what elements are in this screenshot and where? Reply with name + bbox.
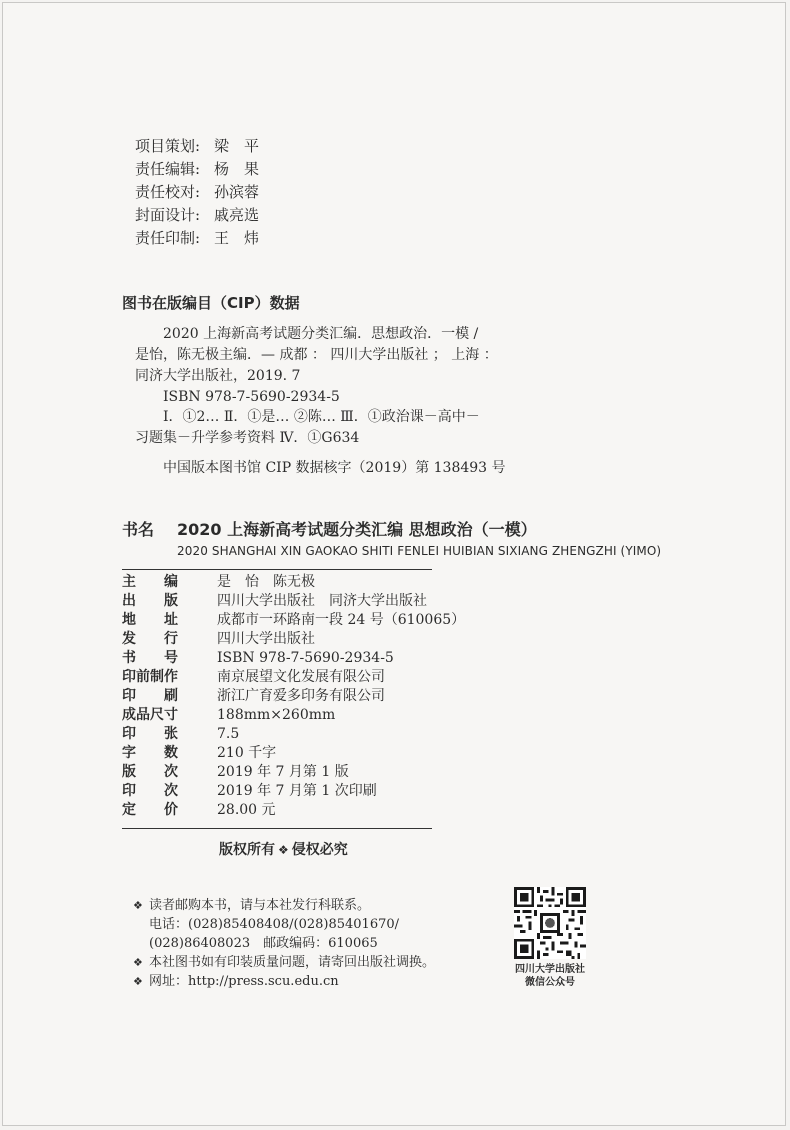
info-row: 出 版 四川大学出版社 同济大学出版社 [122, 593, 427, 609]
info-row: 书 号 ISBN 978-7-5690-2934-5 [122, 650, 394, 666]
cip-verification [135, 458, 506, 479]
staff-row: 责任校对: 孙滨蓉 [135, 183, 260, 201]
cip-line: 2020 上海新高考试题分类汇编．思想政治．一模 / [163, 326, 479, 342]
book-title-row [122, 517, 537, 540]
info-row: 发 行 四川大学出版社 [122, 631, 315, 647]
info-row: 字 数 210 千字 [122, 745, 277, 761]
info-row: 印 张 7.5 [122, 726, 240, 742]
cip-record [135, 324, 498, 408]
copyright-notice: 版权所有 ❖ 侵权必究 [219, 842, 348, 858]
info-row: 主 编 是 怡 陈无极 [122, 574, 315, 590]
contact-notes [133, 896, 435, 991]
note-line: ❖ 本社图书如有印装质量问题，请寄回出版社调换。 [133, 955, 436, 970]
note-line: (028)86408023 邮政编码：610065 [149, 936, 378, 951]
diamond-icon: ❖ [133, 899, 143, 912]
staff-credits [135, 135, 259, 250]
cip-line: 习题集－升学参考资料 Ⅳ．①G634 [135, 430, 360, 446]
staff-row: 项目策划: 梁 平 [135, 137, 260, 155]
info-row: 成品尺寸 188mm×260mm [122, 707, 336, 723]
info-row: 印前制作 南京展望文化发展有限公司 [122, 669, 385, 685]
info-row: 版 次 2019 年 7 月第 1 版 [122, 764, 349, 780]
cip-line: ISBN 978-7-5690-2934-5 [163, 389, 340, 405]
publication-info [122, 573, 465, 820]
diamond-icon: ❖ [133, 975, 143, 988]
staff-row: 封面设计: 戚亮选 [135, 206, 260, 224]
qr-caption: 四川大学出版社 微信公众号 [515, 964, 585, 988]
note-line: ❖ 网址：http://press.scu.edu.cn [133, 974, 339, 989]
info-row: 地 址 成都市一环路南一段 24 号（610065） [122, 612, 466, 628]
copyright-page [2, 2, 786, 1126]
info-row: 定 价 28.00 元 [122, 802, 276, 818]
note-line: 电话：(028)85408408/(028)85401670/ [149, 917, 400, 932]
info-row: 印 次 2019 年 7 月第 1 次印刷 [122, 783, 377, 799]
qr-code-icon [514, 887, 586, 959]
book-pinyin: 2020 SHANGHAI XIN GAOKAO SHITI FENLEI HUIBIAN SIXIANG ZHENGZHI (YIMO) [177, 544, 662, 558]
cip-classification [135, 407, 480, 449]
cip-line: 是怡，陈无极主编．— 成都 ： 四川大学出版社 ； 上海 ： [135, 347, 498, 363]
diamond-icon: ❖ [278, 843, 289, 857]
cip-line: 中国版本图书馆 CIP 数据核字（2019）第 138493 号 [163, 460, 506, 476]
diamond-icon: ❖ [133, 956, 143, 969]
divider [122, 569, 432, 570]
staff-row: 责任编辑: 杨 果 [135, 160, 260, 178]
cip-line: 同济大学出版社，2019. 7 [135, 368, 301, 384]
book-title: 2020 上海新高考试题分类汇编 思想政治（一模） [177, 520, 537, 539]
cip-title: 图书在版编目（CIP）数据 [122, 294, 300, 312]
cip-line: Ⅰ．①2… Ⅱ．①是… ②陈… Ⅲ．①政治课－高中－ [163, 409, 480, 425]
staff-row: 责任印制: 王 炜 [135, 229, 260, 247]
book-label: 书名 [122, 520, 155, 539]
divider [122, 828, 432, 829]
info-row: 印 刷 浙江广育爱多印务有限公司 [122, 688, 385, 704]
note-line: ❖ 读者邮购本书，请与本社发行科联系。 [133, 898, 371, 913]
